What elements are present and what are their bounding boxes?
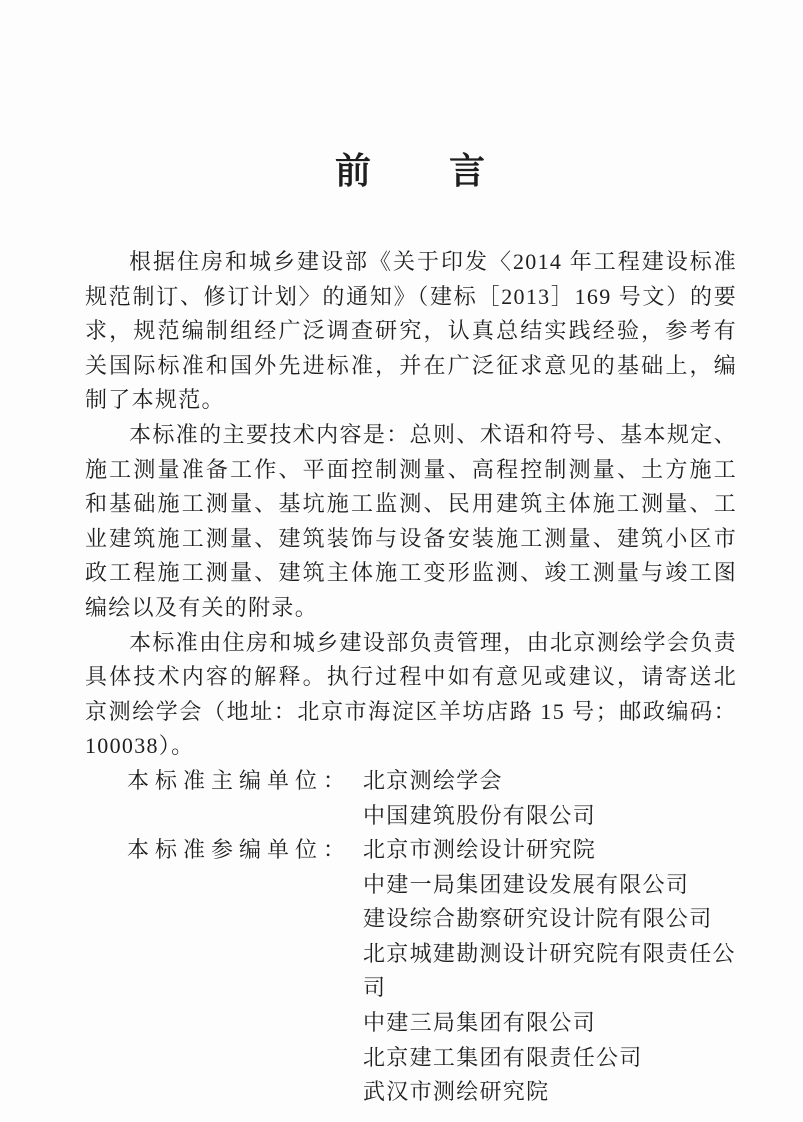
editors-section — [85, 764, 737, 1110]
chief-editor-row — [85, 764, 737, 833]
org-item: 北京市测绘设计研究院 — [363, 837, 597, 863]
chief-editor-label-colon: ： — [323, 767, 347, 793]
org-item: 北京测绘学会 — [363, 767, 503, 793]
chief-editor-orgs — [363, 764, 737, 833]
page-title: 前 言 — [334, 151, 487, 191]
participating-editor-label-colon: ： — [323, 837, 347, 863]
paragraph-contents: 本标准的主要技术内容是：总则、术语和符号、基本规定、施工测量准备工作、平面控制测量、高程控制测量、土方施工和基础施工测量、基坑施工监测、民用建筑主体施工测量、工业建筑施工测量、建筑装饰与设备安装施工测量、建筑小区市政工程施工测量、建筑主体施工变形监测、竣工测量与竣工图编绘以及有关的附录。 — [85, 421, 737, 620]
org-item: 建设综合勘察研究设计院有限公司 — [363, 906, 713, 932]
participating-editor-row — [85, 833, 737, 1110]
participating-editor-label — [85, 833, 363, 868]
org-item: 中国建筑股份有限公司 — [363, 802, 597, 828]
participating-editor-orgs — [363, 833, 737, 1110]
document-body — [85, 245, 737, 1110]
participating-editor-label-text: 本标准参编单位 — [127, 837, 324, 863]
paragraph-management: 本标准由住房和城乡建设部负责管理，由北京测绘学会负责具体技术内容的解释。执行过程中如有意见或建议，请寄送北京测绘学会（地址：北京市海淀区羊坊店路 15 号；邮政编码：100038）。 — [85, 629, 737, 759]
paragraph-basis: 根据住房和城乡建设部《关于印发〈2014 年工程建设标准规范制订、修订计划〉的通知》（建标［2013］169 号文）的要求，规范编制组经广泛调查研究，认真总结实践经验，参考有关国际标准和国外先进标准，并在广泛征求意见的基础上，编制了本规范。 — [85, 249, 737, 413]
chief-editor-label-text: 本标准主编单位 — [127, 767, 324, 793]
org-item: 北京城建勘测设计研究院有限责任公司 — [363, 940, 736, 1001]
org-item: 中建三局集团有限公司 — [363, 1010, 597, 1036]
org-item: 北京建工集团有限责任公司 — [363, 1044, 643, 1070]
org-item: 武汉市测绘研究院 — [363, 1079, 550, 1105]
org-item: 中建一局集团建设发展有限公司 — [363, 871, 690, 897]
chief-editor-label — [85, 764, 363, 799]
